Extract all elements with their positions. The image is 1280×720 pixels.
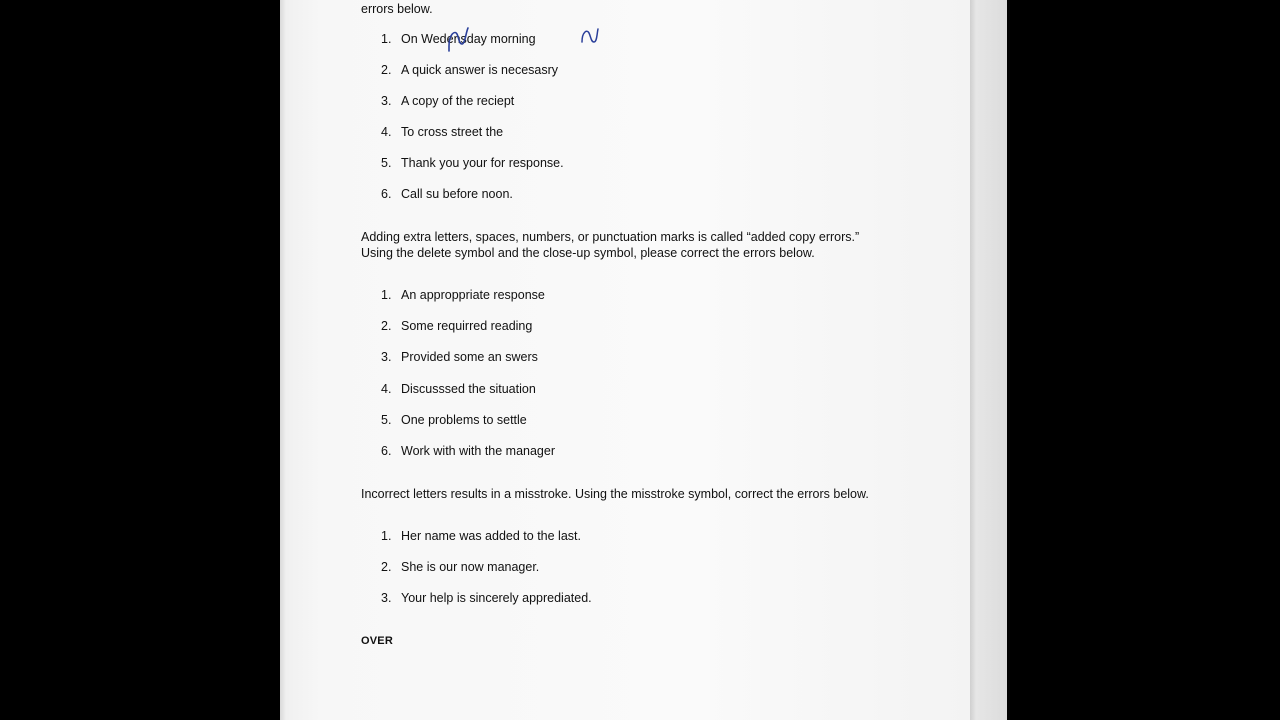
item-text: A quick answer is necesasry bbox=[401, 63, 559, 77]
list-item bbox=[381, 92, 514, 110]
item-text: One problems to settle bbox=[401, 413, 527, 427]
list-item bbox=[381, 411, 527, 429]
item-number: 3. bbox=[381, 350, 392, 364]
item-text: She is our now manager. bbox=[401, 560, 540, 574]
item-number: 5. bbox=[381, 156, 392, 170]
item-number: 3. bbox=[381, 94, 392, 108]
item-number: 1. bbox=[381, 529, 392, 543]
item-number: 4. bbox=[381, 382, 392, 396]
item-number: 2. bbox=[381, 319, 392, 333]
list-item bbox=[381, 348, 538, 366]
item-number: 5. bbox=[381, 413, 392, 427]
worksheet-page bbox=[280, 0, 970, 720]
item-text: On Wedensday morning bbox=[401, 32, 536, 46]
list-item bbox=[381, 558, 539, 576]
section2-intro: Adding extra letters, spaces, numbers, or punctuation marks is called “added copy errors.” Using the delete symbol and the close-up symbol, please correct the errors below. bbox=[361, 230, 860, 260]
item-text: Call su before noon. bbox=[401, 187, 513, 201]
section1-intro-tail: errors below. bbox=[361, 2, 433, 16]
item-number: 3. bbox=[381, 591, 392, 605]
transpose-mark-icon bbox=[446, 24, 476, 54]
list-item bbox=[381, 442, 555, 460]
transpose-mark-icon bbox=[580, 26, 602, 48]
item-text: Work with with the manager bbox=[401, 444, 555, 458]
item-text: Thank you your for response. bbox=[401, 156, 564, 170]
list-item bbox=[381, 589, 592, 607]
item-text: An approppriate response bbox=[401, 288, 545, 302]
item-number: 6. bbox=[381, 444, 392, 458]
item-text: To cross street the bbox=[401, 125, 504, 139]
item-number: 6. bbox=[381, 187, 392, 201]
item-text: Provided some an swers bbox=[401, 350, 538, 364]
item-text: Your help is sincerely apprediated. bbox=[401, 591, 592, 605]
item-number: 1. bbox=[381, 32, 392, 46]
item-text: Discusssed the situation bbox=[401, 382, 536, 396]
item-number: 2. bbox=[381, 560, 392, 574]
list-item bbox=[381, 527, 581, 545]
item-number: 2. bbox=[381, 63, 392, 77]
item-number: 4. bbox=[381, 125, 392, 139]
list-item bbox=[381, 286, 545, 304]
page-edge bbox=[970, 0, 1007, 720]
list-item bbox=[381, 317, 532, 335]
list-item bbox=[381, 380, 536, 398]
list-item bbox=[381, 154, 564, 172]
item-number: 1. bbox=[381, 288, 392, 302]
list-item bbox=[381, 123, 503, 141]
list-item bbox=[381, 61, 558, 79]
item-text: Her name was added to the last. bbox=[401, 529, 581, 543]
item-text: Some requirred reading bbox=[401, 319, 533, 333]
over-label: OVER bbox=[361, 635, 393, 647]
item-text: A copy of the reciept bbox=[401, 94, 515, 108]
section3-intro: Incorrect letters results in a misstroke. Using the misstroke symbol, correct the errors below. bbox=[361, 487, 869, 501]
list-item bbox=[381, 185, 513, 203]
